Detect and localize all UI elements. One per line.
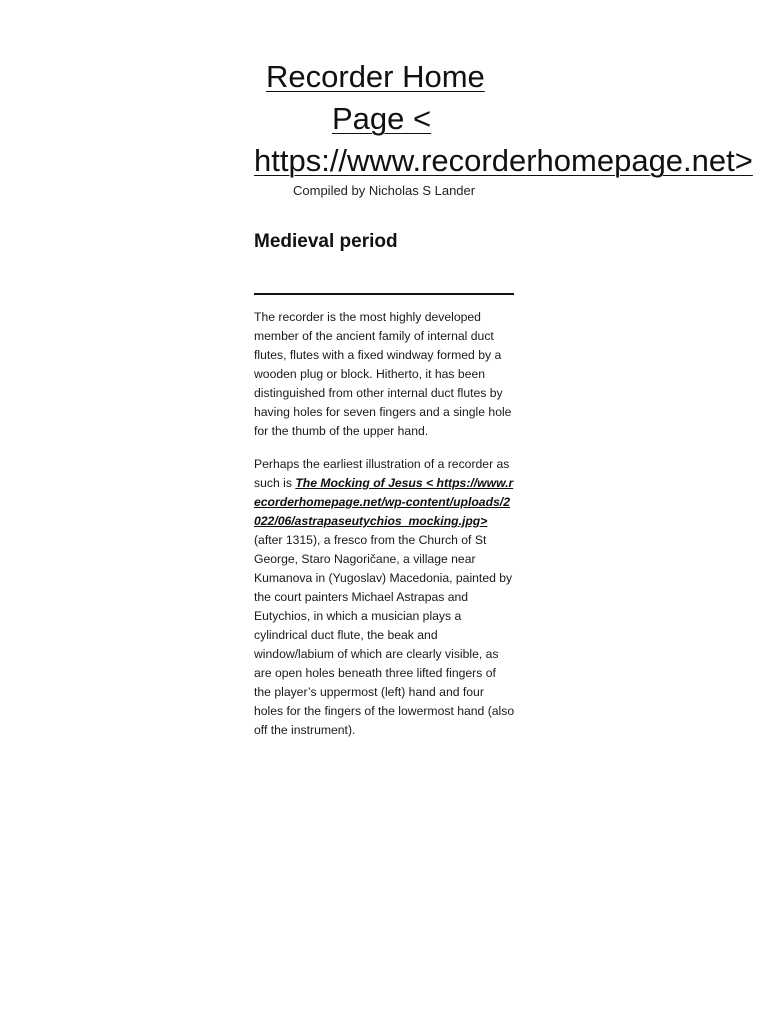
- paragraph-2: [254, 455, 516, 740]
- mocking-of-jesus-link[interactable]: The Mocking of Jesus < https://www.recorderhomepage.net/wp-content/uploads/2022/06/astrapaseutychios_mocking.jpg>: [254, 476, 514, 528]
- section-heading: Medieval period: [254, 231, 398, 252]
- horizontal-rule: [254, 293, 514, 295]
- site-title-link-line1[interactable]: Recorder Home: [266, 59, 485, 94]
- paragraph-2-rest: (after 1315), a fresco from the Church of St George, Staro Nagoričane, a village near Kumanova in (Yugoslav) Macedonia, painted by the court painters Michael Astrapas and Eutychios, in which a musician plays a cylindrical duct flute, the beak and window/labium of which are clearly visible, as are open holes beneath three lifted fingers of the player’s uppermost (left) hand and four holes for the fingers of the lowermost hand (also off the instrument).: [254, 533, 515, 737]
- article-body: [254, 308, 516, 754]
- paragraph-2-intro: Perhaps the earliest illustration of a recorder as such is: [254, 457, 510, 490]
- site-title: [254, 56, 754, 182]
- site-title-link-line3[interactable]: https://www.recorderhomepage.net>: [254, 143, 753, 178]
- paragraph-1: The recorder is the most highly developed member of the ancient family of internal duct flutes, flutes with a fixed windway formed by a wooden plug or block. Hitherto, it has been distinguished from other internal duct flutes by having holes for seven fingers and a single hole for the thumb of the upper hand.: [254, 310, 512, 438]
- byline: Compiled by Nicholas S Lander: [293, 183, 476, 198]
- site-title-link-line2[interactable]: Page <: [332, 101, 432, 136]
